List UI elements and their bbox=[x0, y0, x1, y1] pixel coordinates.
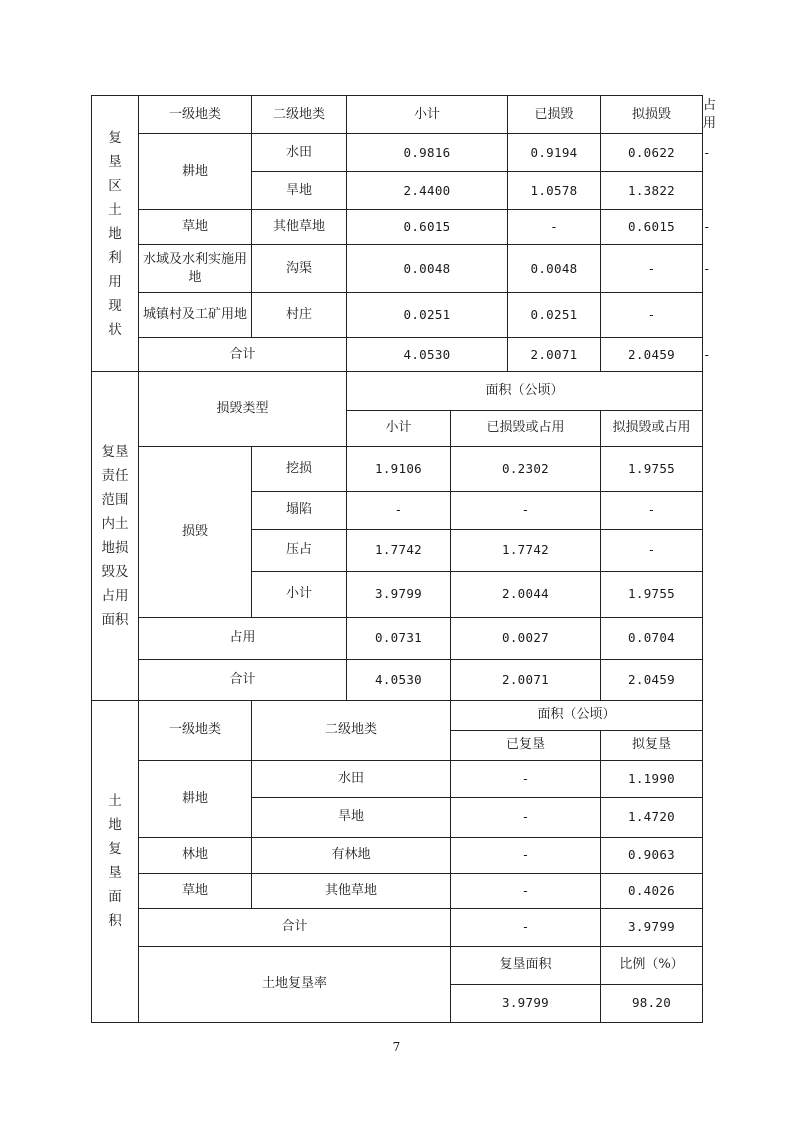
level2-cell: 水田 bbox=[252, 134, 347, 172]
total-value: - bbox=[451, 908, 601, 946]
table-row: 水域及水利实施用地 沟渠 0.0048 0.0048 - - bbox=[92, 245, 703, 293]
value-cell: - bbox=[508, 210, 601, 245]
value-cell: - bbox=[347, 491, 451, 529]
area-header: 面积（公顷） bbox=[451, 700, 703, 730]
value-cell: - bbox=[601, 293, 703, 338]
level1-cell: 水域及水利实施用地 bbox=[139, 245, 252, 293]
value-cell: - bbox=[601, 245, 703, 293]
value-cell: 0.0622 bbox=[601, 134, 703, 172]
level1-cell: 耕地 bbox=[139, 760, 252, 837]
value-cell: 0.0731 bbox=[347, 617, 451, 659]
damage-subtype: 小计 bbox=[252, 571, 347, 617]
header-level2: 二级地类 bbox=[252, 96, 347, 134]
header-level1: 一级地类 bbox=[139, 700, 252, 760]
value-cell: 1.1990 bbox=[601, 760, 703, 797]
value-cell: 1.7742 bbox=[451, 529, 601, 571]
total-value: 4.0530 bbox=[347, 659, 451, 700]
value-cell: - bbox=[451, 797, 601, 837]
value-cell: 0.2302 bbox=[451, 446, 601, 491]
damage-label: 损毁 bbox=[139, 446, 252, 617]
level2-cell: 旱地 bbox=[252, 172, 347, 210]
table-row: 草地 其他草地 0.6015 - 0.6015 - bbox=[92, 210, 703, 245]
value-cell: 0.4026 bbox=[601, 873, 703, 908]
occupy-label: 占用 bbox=[139, 617, 347, 659]
total-value: 2.0071 bbox=[508, 338, 601, 372]
reclamation-area-table bbox=[91, 700, 703, 1023]
level1-cell: 城镇村及工矿用地 bbox=[139, 293, 252, 338]
subheader-reclaimed: 已复垦 bbox=[451, 730, 601, 760]
level2-cell: 村庄 bbox=[252, 293, 347, 338]
value-cell: - bbox=[451, 760, 601, 797]
value-cell: 0.9816 bbox=[347, 134, 508, 172]
table-row bbox=[92, 293, 703, 338]
subheader-to-damage: 拟损毁或占用 bbox=[601, 410, 703, 446]
value-cell: - bbox=[451, 491, 601, 529]
value-cell: - bbox=[451, 837, 601, 873]
header-level2: 二级地类 bbox=[252, 700, 451, 760]
subheader-to-reclaim: 拟复垦 bbox=[601, 730, 703, 760]
level2-cell: 其他草地 bbox=[252, 873, 451, 908]
header-to-damage: 拟损毁 bbox=[601, 96, 703, 134]
subheader-damaged: 已损毁或占用 bbox=[451, 410, 601, 446]
rate-header-area: 复垦面积 bbox=[451, 946, 601, 984]
damage-subtype: 塌陷 bbox=[252, 491, 347, 529]
value-cell: - bbox=[451, 873, 601, 908]
total-row bbox=[92, 908, 703, 946]
value-cell: 0.0048 bbox=[508, 245, 601, 293]
table-row bbox=[92, 446, 703, 491]
header-level1: 一级地类 bbox=[139, 96, 252, 134]
total-label: 合计 bbox=[139, 659, 347, 700]
value-cell: 0.9194 bbox=[508, 134, 601, 172]
total-row bbox=[92, 659, 703, 700]
table-row bbox=[92, 760, 703, 797]
header-subtotal: 小计 bbox=[347, 96, 508, 134]
table-row bbox=[92, 873, 703, 908]
damage-subtype: 挖损 bbox=[252, 446, 347, 491]
value-cell: 1.7742 bbox=[347, 529, 451, 571]
value-cell: 1.0578 bbox=[508, 172, 601, 210]
damage-area-table bbox=[91, 372, 703, 701]
level1-cell: 耕地 bbox=[139, 134, 252, 210]
value-cell: 1.9755 bbox=[601, 571, 703, 617]
rate-area-value: 3.9799 bbox=[451, 984, 601, 1022]
total-value: 2.0459 bbox=[601, 659, 703, 700]
total-value: 2.0071 bbox=[451, 659, 601, 700]
value-cell: 0.0048 bbox=[347, 245, 508, 293]
rate-header-ratio: 比例（%） bbox=[601, 946, 703, 984]
level2-cell: 有林地 bbox=[252, 837, 451, 873]
level2-cell: 其他草地 bbox=[252, 210, 347, 245]
level1-cell: 草地 bbox=[139, 210, 252, 245]
area-header: 面积（公顷） bbox=[347, 372, 703, 410]
value-cell: 2.4400 bbox=[347, 172, 508, 210]
section-label-reclamation: 土 地 复 垦 面 积 bbox=[92, 700, 139, 1022]
value-cell: - bbox=[601, 491, 703, 529]
level2-cell: 水田 bbox=[252, 760, 451, 797]
level2-cell: 旱地 bbox=[252, 797, 451, 837]
value-cell: 1.9106 bbox=[347, 446, 451, 491]
page-number: 7 bbox=[392, 1040, 401, 1054]
value-cell: 1.4720 bbox=[601, 797, 703, 837]
value-cell: 3.9799 bbox=[347, 571, 451, 617]
level1-cell: 草地 bbox=[139, 873, 252, 908]
value-cell: 0.9063 bbox=[601, 837, 703, 873]
total-value: 2.0459 bbox=[601, 338, 703, 372]
value-cell: 0.0704 bbox=[601, 617, 703, 659]
value-cell: 0.0251 bbox=[347, 293, 508, 338]
level1-cell: 林地 bbox=[139, 837, 252, 873]
value-cell: 0.0251 bbox=[508, 293, 601, 338]
total-label: 合计 bbox=[139, 338, 347, 372]
reclamation-rate-label: 土地复垦率 bbox=[139, 946, 451, 1022]
section-label-damage: 复垦 责任 范围 内土 地损 毁及 占用 面积 bbox=[92, 372, 139, 700]
header-damaged: 已损毁 bbox=[508, 96, 601, 134]
level2-cell: 沟渠 bbox=[252, 245, 347, 293]
value-cell: 1.9755 bbox=[601, 446, 703, 491]
subheader-subtotal: 小计 bbox=[347, 410, 451, 446]
value-cell: 0.6015 bbox=[347, 210, 508, 245]
occupy-row bbox=[92, 617, 703, 659]
land-use-status-table: 复 垦 区 土 地 利 用 现 状 一级地类 二级地类 小计 已损毁 拟损毁 占用 耕地 水田 0.9816 0.9194 0.0622 - 旱地 2.4400 1.0578 1.3822 草地 其他草地 0.6015 - 0.6015 - 水域及水利实施用地 沟渠 0.0048 0.0048 - - 城镇村及工矿用地 村庄 0.0251 0.0251 - 合计 4.0530 2.0071 2.0459 - bbox=[91, 95, 703, 372]
value-cell: 0.6015 bbox=[601, 210, 703, 245]
damage-type-header: 损毁类型 bbox=[139, 372, 347, 446]
table-row bbox=[92, 837, 703, 873]
damage-subtype: 压占 bbox=[252, 529, 347, 571]
value-cell: - bbox=[601, 529, 703, 571]
rate-ratio-value: 98.20 bbox=[601, 984, 703, 1022]
total-value: 4.0530 bbox=[347, 338, 508, 372]
value-cell: 2.0044 bbox=[451, 571, 601, 617]
total-row: 合计 4.0530 2.0071 2.0459 - bbox=[92, 338, 703, 372]
total-value: 3.9799 bbox=[601, 908, 703, 946]
table-row: 耕地 水田 0.9816 0.9194 0.0622 - bbox=[92, 134, 703, 172]
value-cell: 1.3822 bbox=[601, 172, 703, 210]
value-cell: 0.0027 bbox=[451, 617, 601, 659]
section-label-land-use: 复 垦 区 土 地 利 用 现 状 bbox=[92, 96, 139, 372]
total-label: 合计 bbox=[139, 908, 451, 946]
